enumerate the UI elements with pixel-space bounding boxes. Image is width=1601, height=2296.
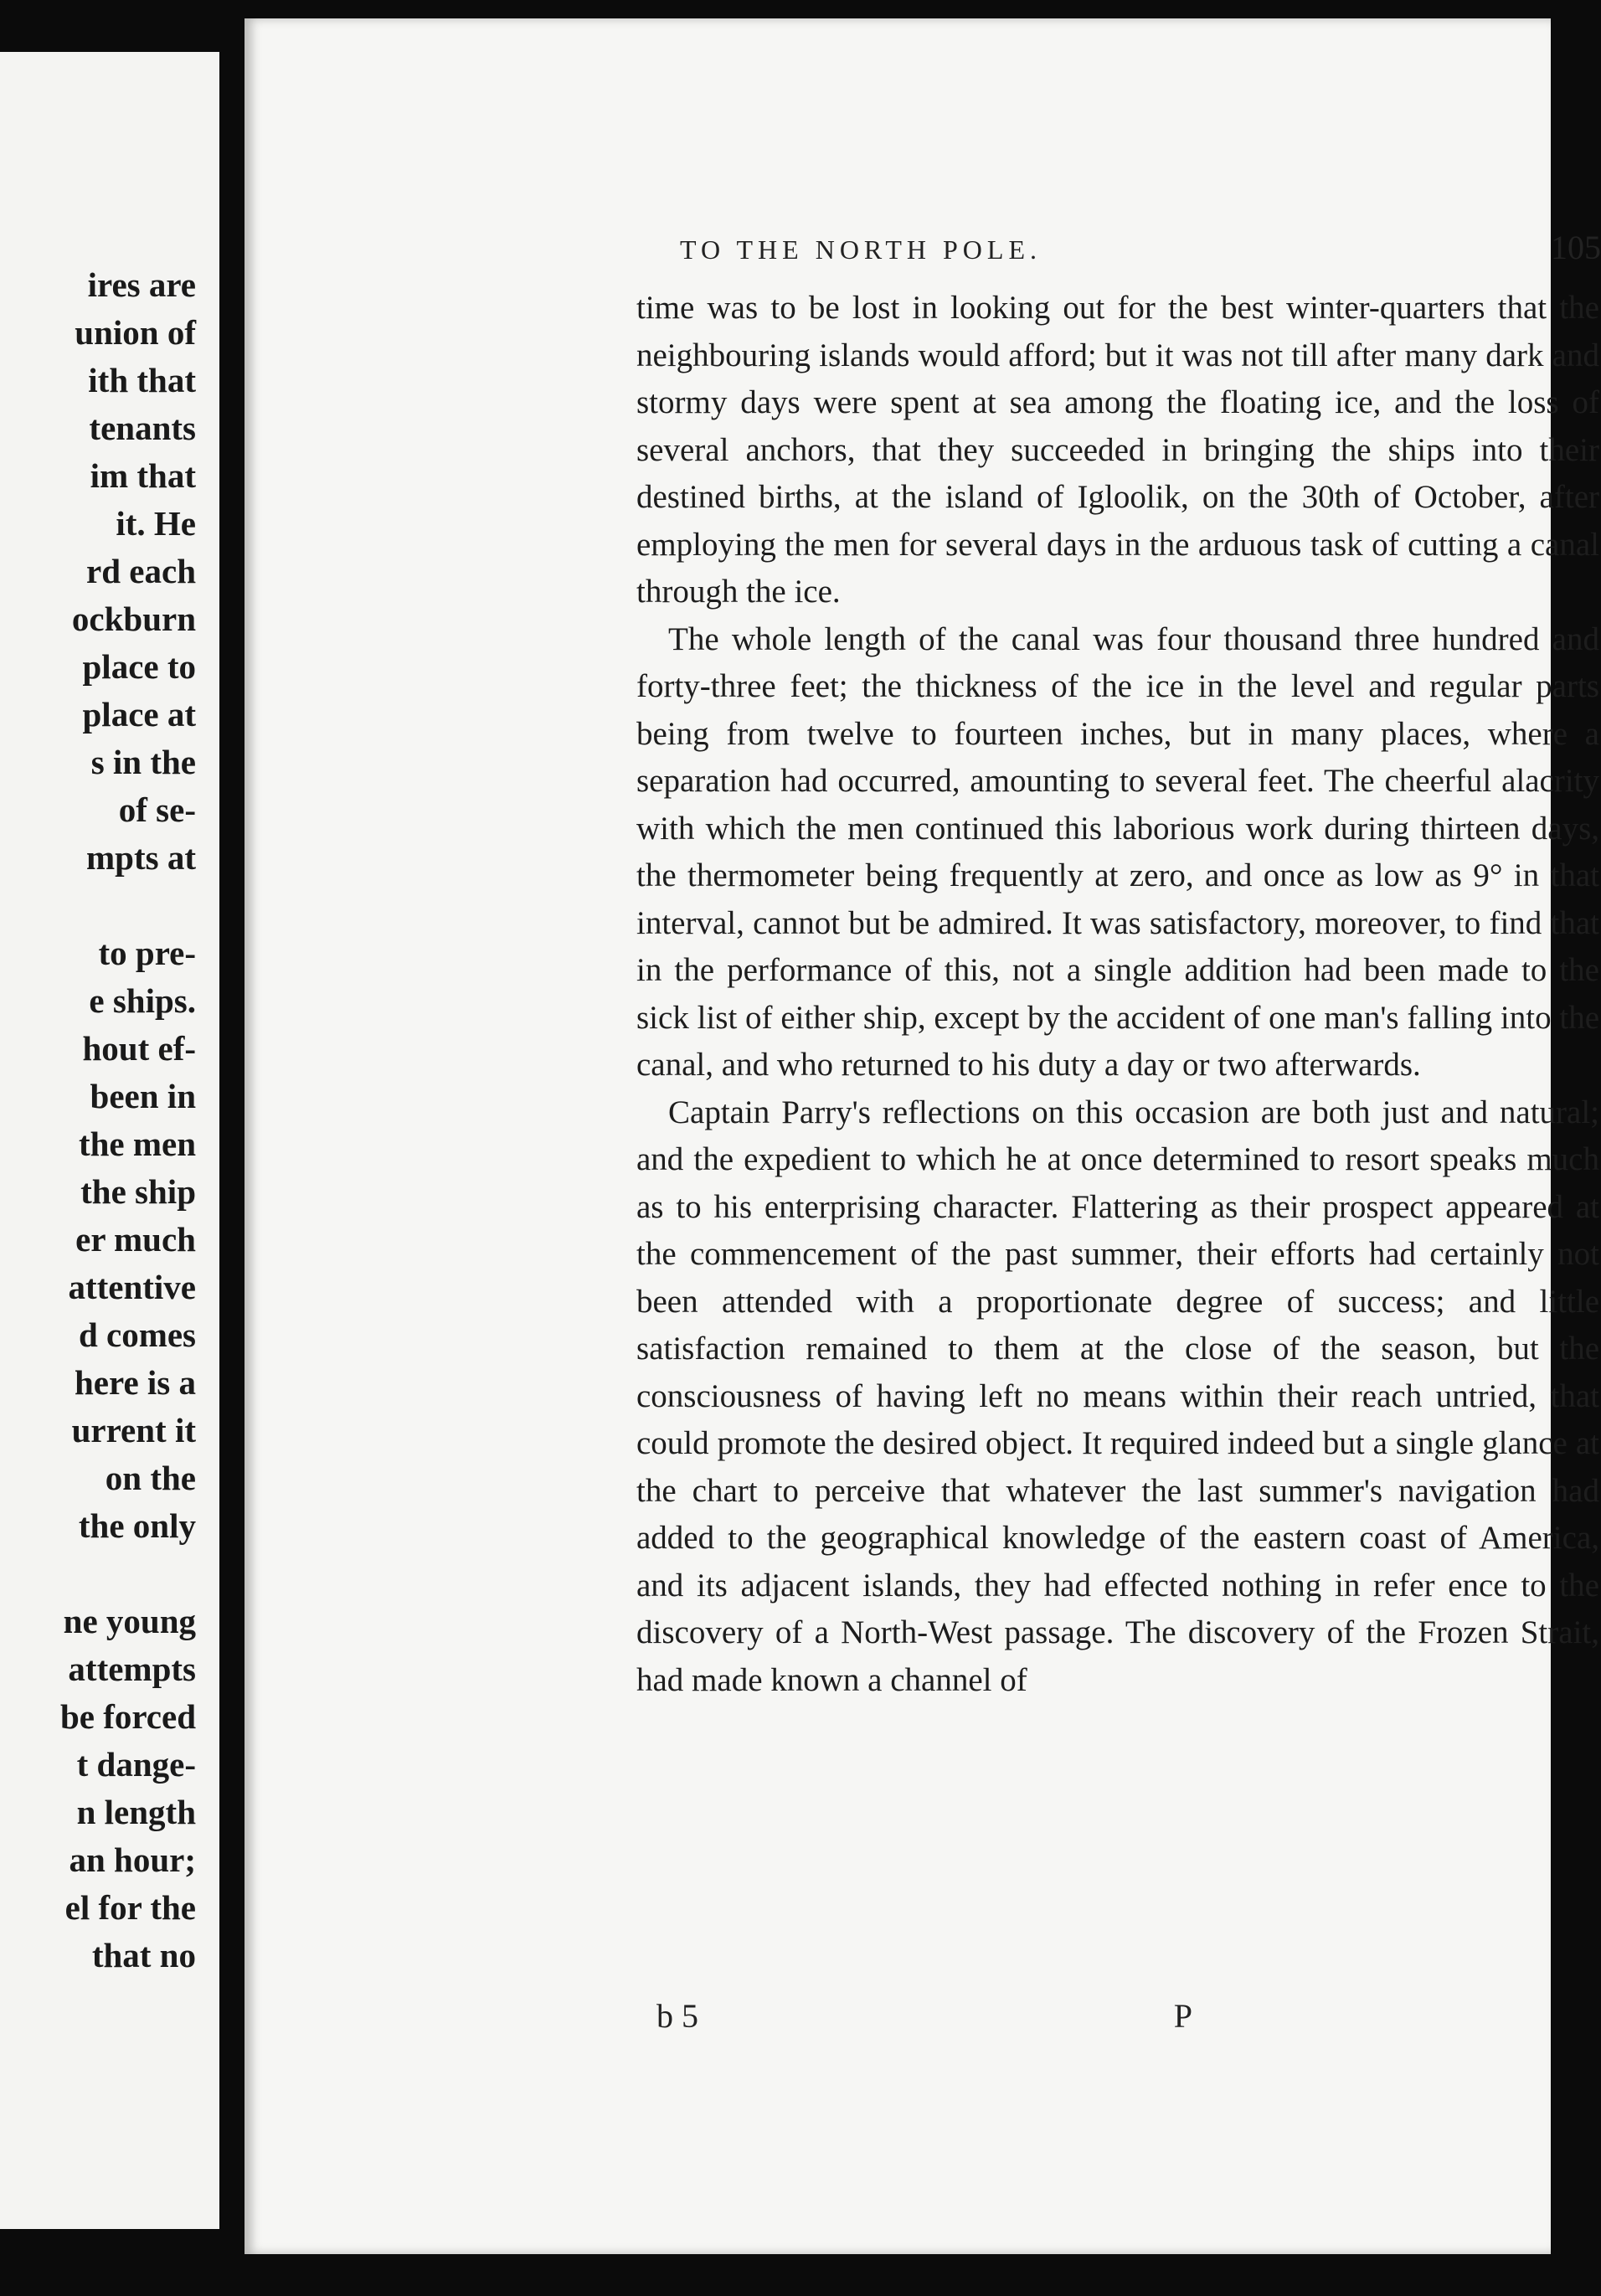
left-page-line: it. He [116, 504, 196, 543]
left-page-line: mpts at [86, 838, 196, 877]
left-page-line: the ship [80, 1172, 196, 1211]
left-page-line: ith that [88, 361, 196, 399]
left-page-line: e ships. [89, 981, 196, 1020]
left-page-line: to pre- [98, 934, 196, 972]
left-page-line: t dange- [76, 1745, 196, 1784]
left-page-line: been in [90, 1077, 196, 1115]
page-footer [656, 1996, 1192, 2036]
left-page-line: tenants [89, 409, 196, 447]
paragraph-3: Captain Parry's reflections on this occasion are both just and natural; and the expedient to which he at once determined to resort speaks much as to his enterprising character. Flattering as their prospect appeared at the commencement of the past summer, their efforts had certainly not been attended with a proportionate degree of success; and little satisfaction remained to them at the close of the season, but the consciousness of having left no means within their reach untried, that could promote the desired object. It required indeed but a single glance at the chart to perceive that whatever the last summer's navigation had added to the geographical knowledge of the eastern coast of America, and its adjacent islands, they had effected nothing in refer ence to the discovery of a North-West passage. The discovery of the Frozen Strait, had made known a channel of [636, 1094, 1599, 1698]
left-page-line: rd each [86, 552, 196, 590]
left-page-line: d comes [78, 1315, 196, 1354]
running-head [680, 228, 1601, 267]
left-page-line: n length [76, 1793, 196, 1831]
signature-mark: b 5 [656, 1997, 698, 2035]
left-page-line: be forced [59, 1697, 196, 1736]
left-page-line: an hour; [69, 1840, 196, 1879]
left-page-line: attempts [68, 1650, 196, 1688]
left-page-line: ockburn [71, 600, 196, 638]
left-page-line: el for the [64, 1888, 196, 1927]
left-page-line: the only [78, 1506, 196, 1545]
page-number: 105 [1551, 229, 1601, 266]
running-title: TO THE NORTH POLE. [680, 234, 1042, 265]
left-page-line: of se- [118, 790, 196, 829]
left-page-line: ne young [63, 1602, 196, 1640]
gathering-letter: P [1173, 1997, 1192, 2035]
book-gutter [219, 25, 245, 2269]
left-page-line: hout ef- [82, 1029, 196, 1068]
left-page-line: ires are [87, 265, 196, 304]
left-page-line: here is a [74, 1363, 196, 1402]
left-page-line: urrent it [71, 1411, 196, 1449]
left-page-line: place to [82, 647, 196, 686]
left-page-line: im that [90, 456, 196, 495]
left-page-line: place at [82, 695, 196, 734]
left-page-line: on the [105, 1459, 196, 1497]
left-page-line: er much [75, 1220, 196, 1259]
left-page-fragment [0, 52, 219, 2229]
right-page [245, 18, 1601, 2254]
paragraph-2: The whole length of the canal was four thousand three hundred and forty-three feet; the thickness of the ice in the level and regular parts being from twelve to fourteen inches, but in many places, where a separation had occurred, amounting to several feet. The cheerful alacrity with which the men continued this laborious work during thirteen days, the thermometer being frequently at zero, and once as low as 9° in that interval, cannot but be admired. It was satisfactory, moreover, to find that in the performance of this, not a single addition had been made to the sick list of either ship, except by the accident of one man's falling into the canal, and who returned to his duty a day or two afterwards. [636, 620, 1599, 1083]
left-page-line: the men [78, 1125, 196, 1163]
left-page-line: that no [91, 1936, 196, 1974]
left-page-line: union of [75, 313, 196, 352]
body-text [636, 285, 1599, 1704]
paragraph-1: time was to be lost in looking out for the best winter-quarters that the neighbouring islands would afford; but it was not till after many dark and stormy days were spent at sea among the floating ice, and the loss of several anchors, that they succeeded in bringing the ships into their destined births, at the island of Igloolik, on the 30th of October, after employing the men for several days in the arduous task of cutting a canal through the ice. [636, 290, 1599, 610]
left-page-line: s in the [90, 743, 196, 781]
left-page-line: attentive [68, 1268, 196, 1306]
